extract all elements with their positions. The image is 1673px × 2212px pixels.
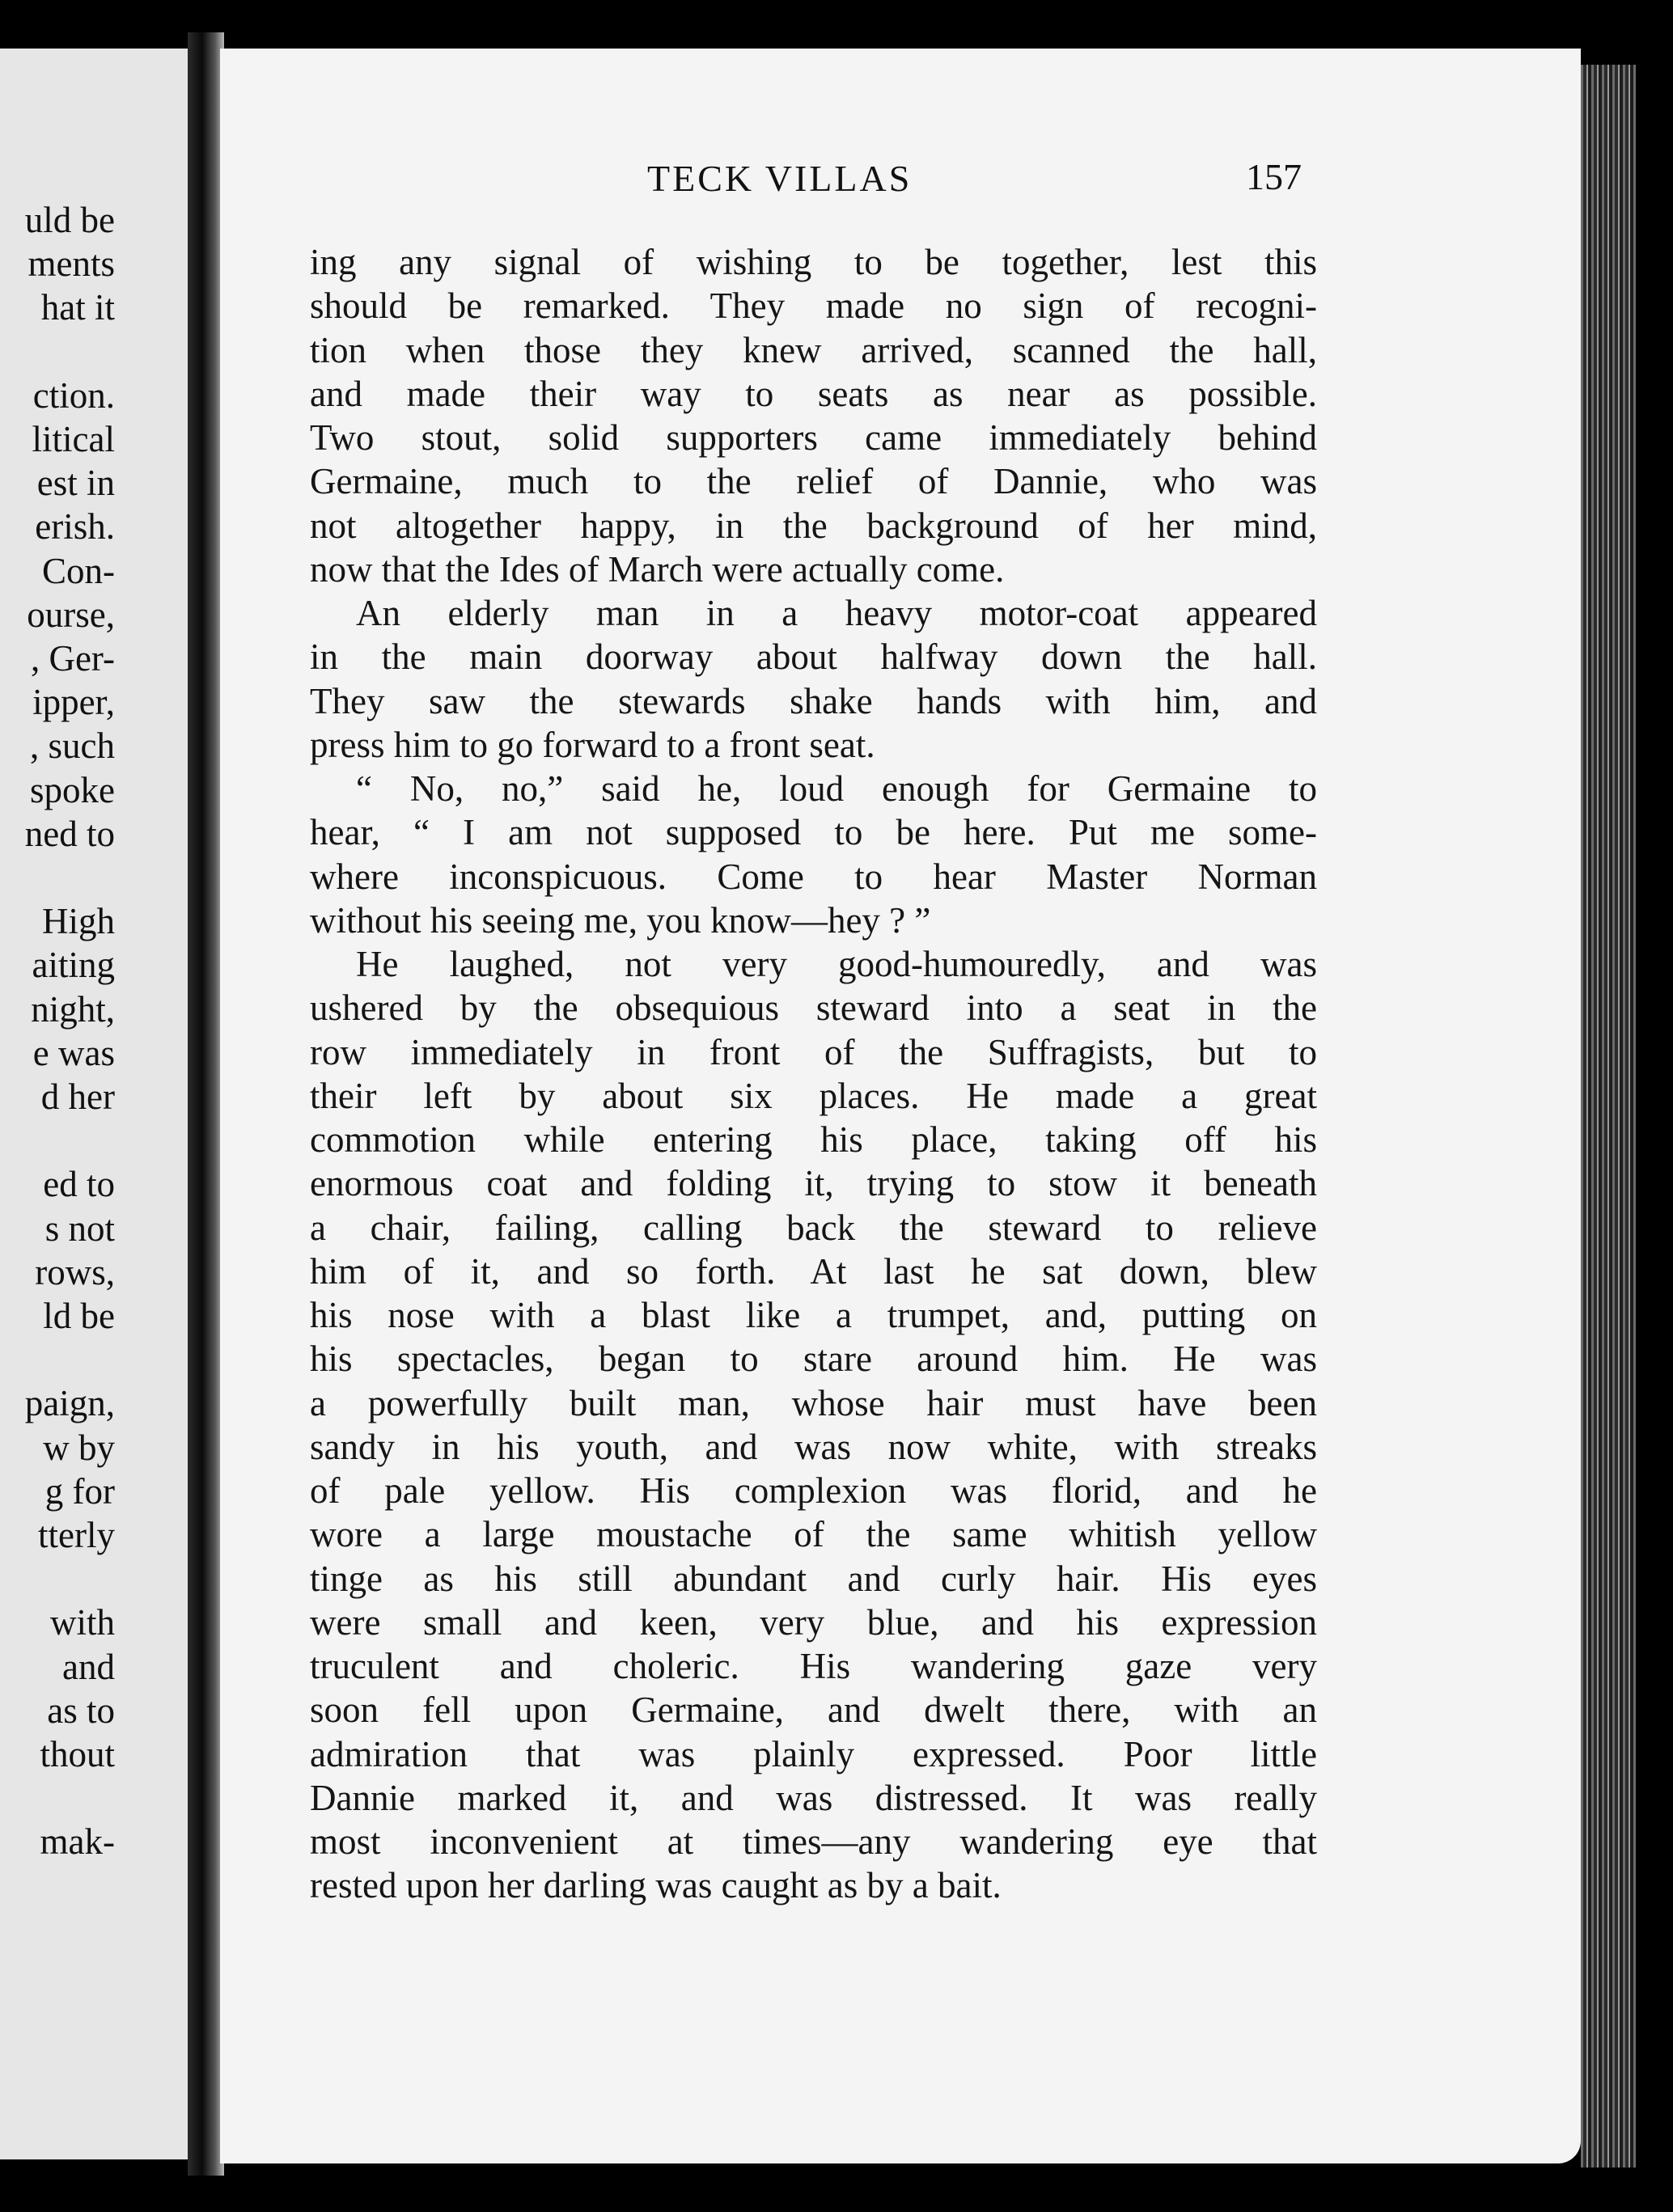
left-page-fragment: ld be (43, 1296, 115, 1336)
left-page-fragment: ned to (24, 813, 115, 854)
text-line: his nose with a blast like a trumpet, and, putting on (310, 1295, 1317, 1335)
running-header-title: TECK VILLAS (647, 158, 913, 199)
left-page-fragment: w by (43, 1427, 115, 1468)
text-line: hear, “ I am not supposed to be here. Put me some- (310, 812, 1317, 853)
text-line: admiration that was plainly expressed. Poor little (310, 1733, 1317, 1774)
text-line: enormous coat and folding it, trying to stow it beneath (310, 1163, 1317, 1204)
text-line: sandy in his youth, and was now white, with streaks (310, 1426, 1317, 1467)
left-page-fragment: aiting (32, 945, 115, 986)
text-line: in the main doorway about halfway down the hall. (310, 637, 1317, 678)
left-page-fragment: , Ger- (30, 638, 115, 679)
text-line: tinge as his still abundant and curly hair. His eyes (310, 1558, 1317, 1599)
text-line: without his seeing me, you know—hey ? ” (310, 899, 931, 941)
text-line: They saw the stewards shake hands with him, and (310, 680, 1317, 721)
page-edges (1581, 65, 1636, 2168)
left-page-fragment: and (62, 1646, 115, 1687)
left-page-fragment: s not (44, 1208, 115, 1249)
left-page-fragment: Con- (42, 550, 115, 591)
left-page-fragment: paign, (24, 1383, 115, 1424)
text-line: his spectacles, began to stare around him. He was (310, 1339, 1317, 1380)
text-line: should be remarked. They made no sign of recogni- (310, 285, 1317, 327)
text-line: rested upon her darling was caught as by a bait. (310, 1865, 1002, 1906)
text-line: “ No, no,” said he, loud enough for Germaine to (356, 768, 1317, 809)
text-line: not altogether happy, in the background of her mind, (310, 505, 1317, 546)
left-page-fragment: rows, (35, 1251, 115, 1292)
left-page-fragment: litical (32, 419, 115, 459)
left-page-fragment: erish. (35, 506, 115, 548)
left-page-fragment: ourse, (27, 594, 115, 635)
text-line: him of it, and so forth. At last he sat down, blew (310, 1250, 1317, 1292)
text-line: a chair, failing, calling back the steward to relieve (310, 1207, 1317, 1248)
text-line: most inconvenient at times—any wandering eye that (310, 1821, 1317, 1862)
text-line: their left by about six places. He made a great (310, 1075, 1317, 1116)
text-line: Two stout, solid supporters came immediately behind (310, 417, 1317, 458)
left-page-fragment: est in (36, 463, 115, 504)
left-page-fragment: uld be (24, 200, 115, 240)
text-line: soon fell upon Germaine, and dwelt there, with an (310, 1690, 1317, 1731)
left-page-fragment: thout (40, 1734, 115, 1774)
left-page-fragment: , such (30, 725, 115, 767)
left-page-fragment: ments (28, 243, 115, 285)
text-line: Dannie marked it, and was distressed. It was really (310, 1777, 1317, 1818)
left-page-fragment: High (42, 901, 115, 942)
text-line: were small and keen, very blue, and his expression (310, 1601, 1317, 1643)
book-gutter (188, 32, 224, 2176)
left-facing-page (0, 49, 188, 2159)
left-page-fragment: ed to (43, 1164, 115, 1205)
text-line: wore a large moustache of the same whitish yellow (310, 1514, 1317, 1555)
text-line: An elderly man in a heavy motor-coat appeared (356, 593, 1317, 633)
left-page-fragment: night, (31, 988, 115, 1030)
text-line: where inconspicuous. Come to hear Master Norman (310, 856, 1317, 897)
left-page-fragment: ction. (32, 374, 115, 416)
left-page-fragment: g for (44, 1470, 115, 1512)
left-page-fragment: tterly (38, 1515, 115, 1555)
text-line: tion when those they knew arrived, scanned the hall, (310, 329, 1317, 370)
left-page-fragment: as to (47, 1690, 115, 1731)
text-line: and made their way to seats as near as possible. (310, 373, 1317, 414)
left-page-fragment: with (49, 1602, 115, 1643)
text-line: truculent and choleric. His wandering gaze very (310, 1646, 1317, 1686)
text-line: ushered by the obsequious steward into a seat in the (310, 988, 1317, 1029)
text-line: a powerfully built man, whose hair must have been (310, 1382, 1317, 1423)
text-line: He laughed, not very good-humouredly, and was (356, 944, 1317, 984)
text-line: ing any signal of wishing to be together, lest this (310, 242, 1317, 282)
left-page-fragment: ipper, (32, 682, 115, 723)
text-line: Germaine, much to the relief of Dannie, who was (310, 461, 1317, 502)
text-line: commotion while entering his place, taking off his (310, 1119, 1317, 1160)
text-line: row immediately in front of the Suffragists, but to (310, 1031, 1317, 1072)
left-page-fragment: spoke (30, 769, 115, 810)
left-page-fragment: d her (40, 1076, 115, 1117)
left-page-fragment: e was (32, 1032, 115, 1073)
page-number: 157 (1246, 156, 1302, 197)
text-line: of pale yellow. His complexion was florid, and he (310, 1470, 1317, 1511)
text-line: now that the Ides of March were actually come. (310, 548, 1005, 590)
text-line: press him to go forward to a front seat. (310, 724, 875, 765)
left-page-fragment: mak- (40, 1821, 115, 1863)
left-page-fragment: hat it (40, 287, 115, 328)
